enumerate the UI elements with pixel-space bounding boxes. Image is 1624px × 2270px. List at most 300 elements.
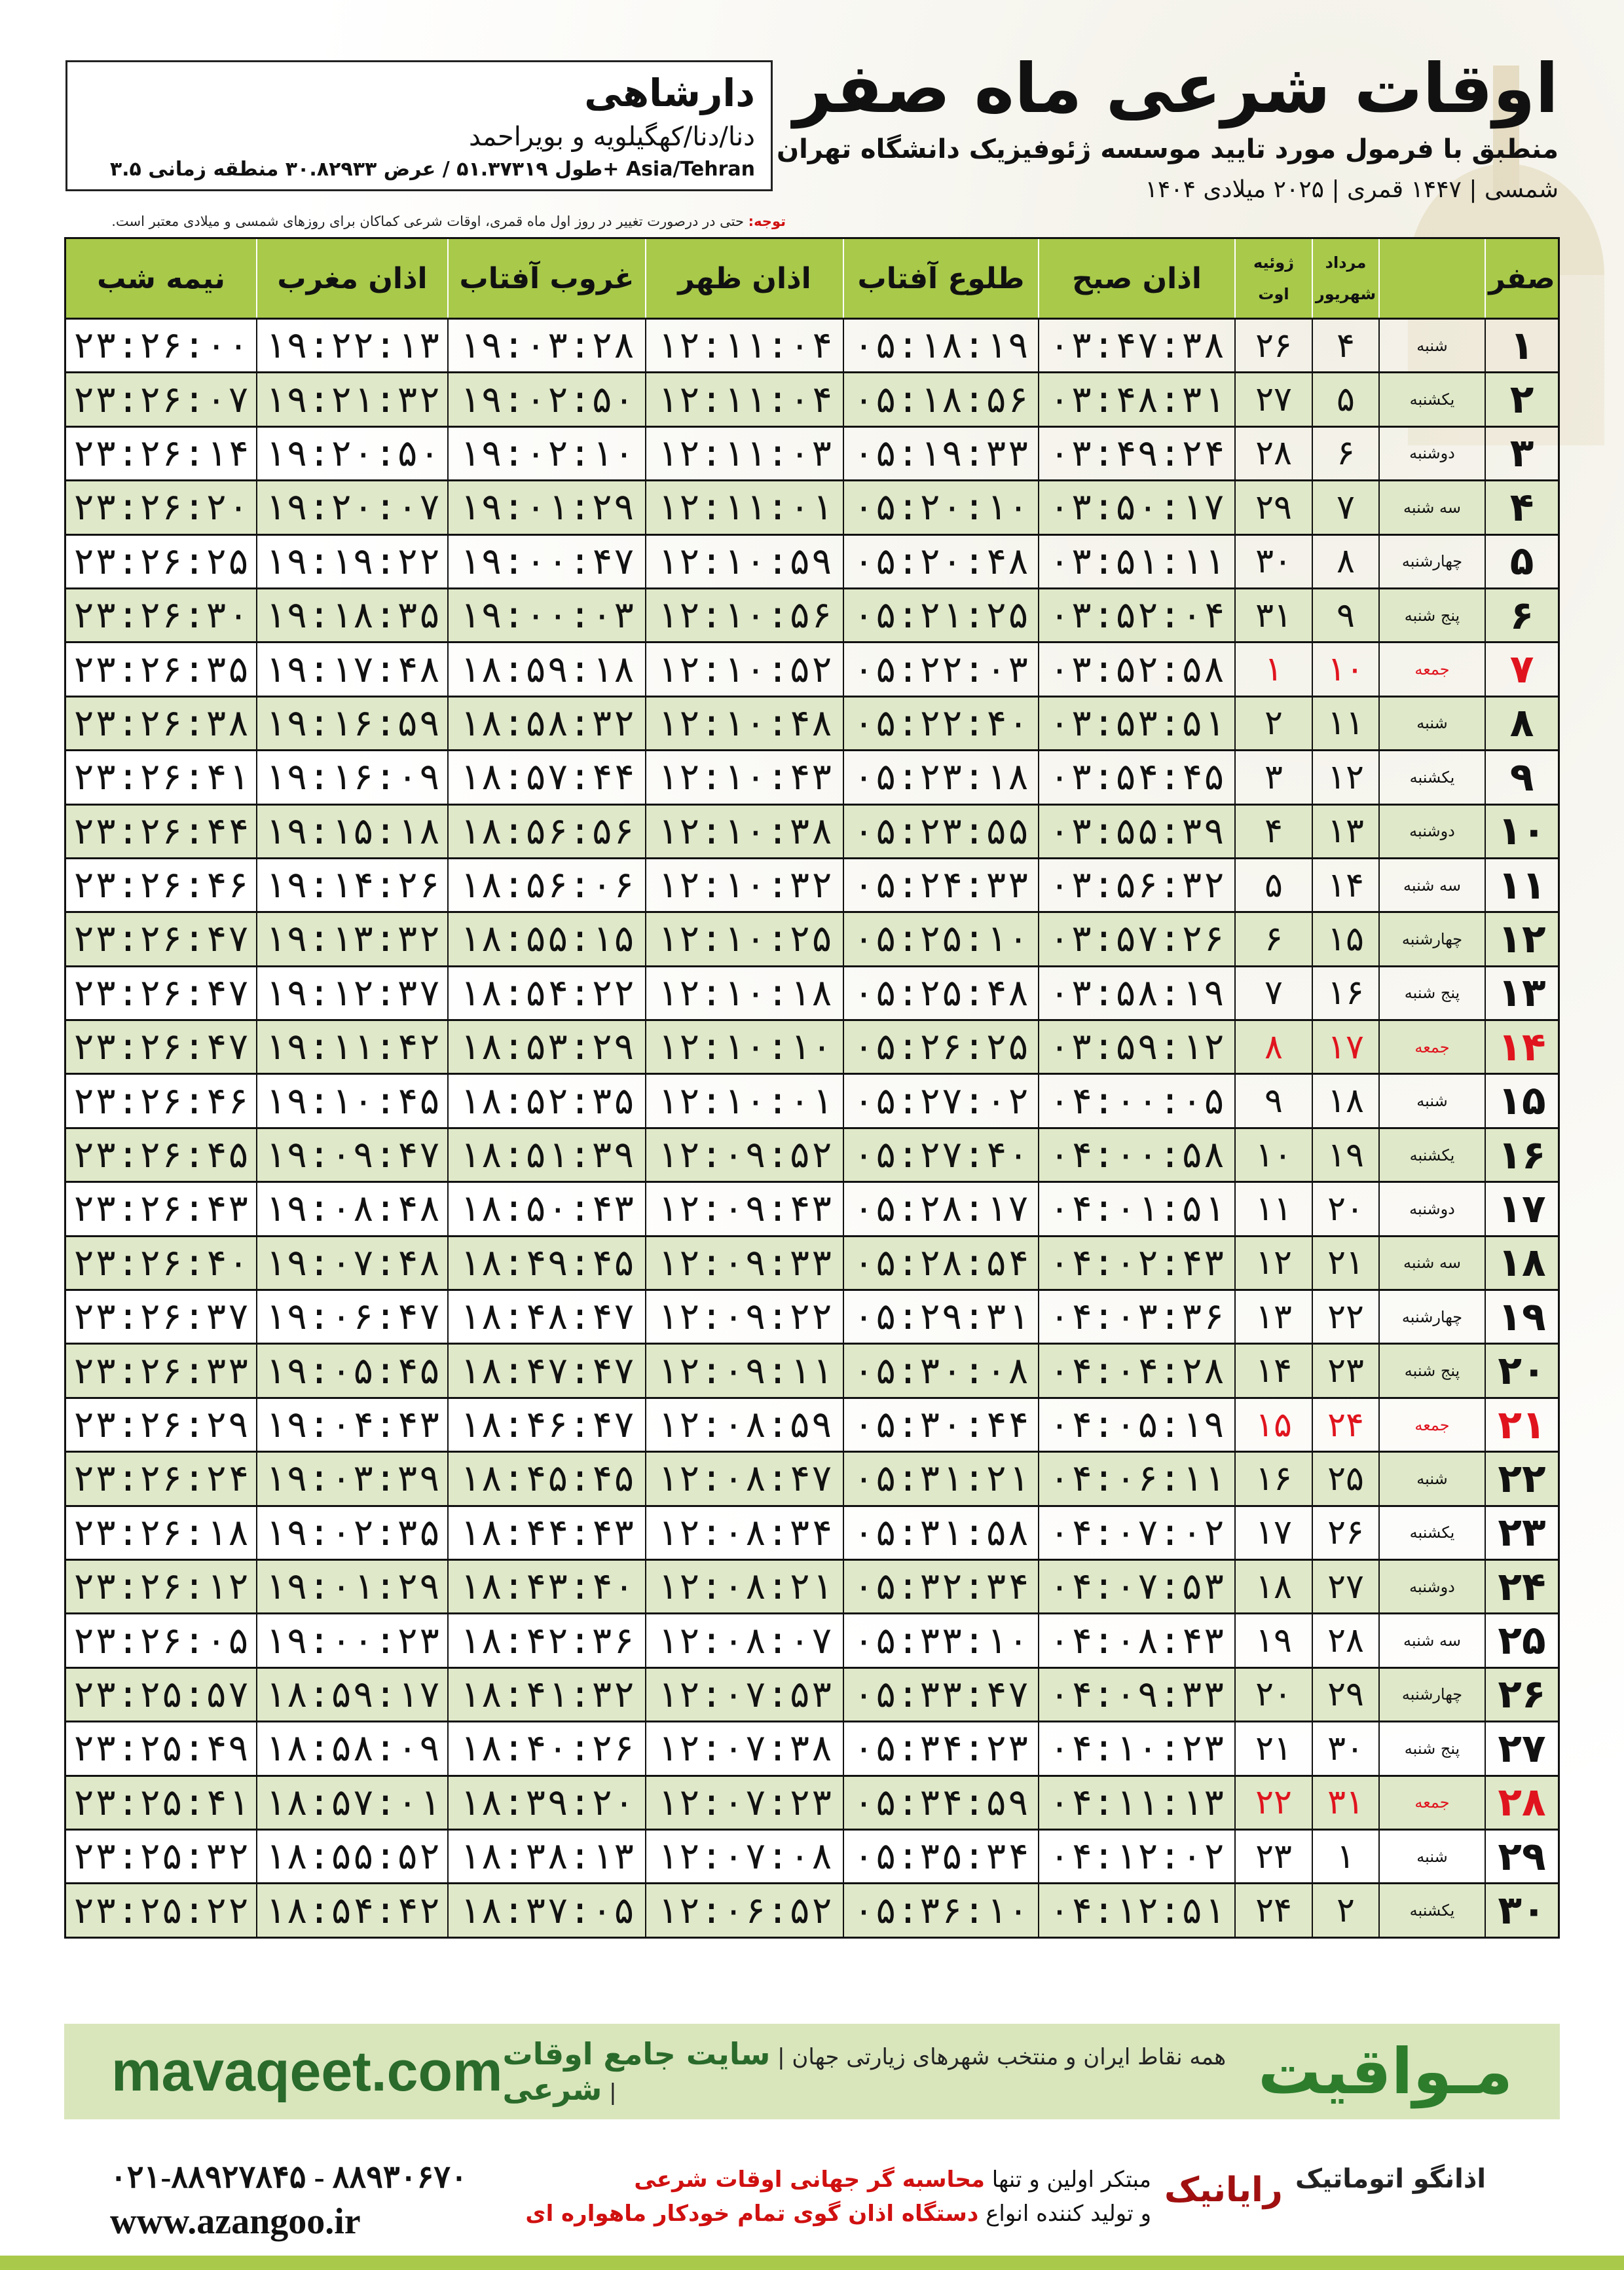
solar-day-cell: ۱۴ xyxy=(1313,859,1380,911)
lunar-day-cell: ۲۸ xyxy=(1498,1779,1546,1826)
weekday-cell: دوشنبه xyxy=(1380,1561,1486,1612)
solar-day-cell: ۴ xyxy=(1313,320,1380,371)
midnight-cell: ۲۳:۲۶:۴۱ xyxy=(66,751,257,803)
table-row xyxy=(66,1775,1558,1829)
weekday-cell: یکشنبه xyxy=(1380,1507,1486,1559)
gregorian-day-cell: ۵ xyxy=(1236,859,1313,911)
maghrib-cell: ۱۹:۰۰:۲۳ xyxy=(257,1614,449,1666)
midnight-cell: ۲۳:۲۶:۰۵ xyxy=(66,1614,257,1666)
note-text: حتی در درصورت تغییر در روز اول ماه قمری، اوقات شرعی کماکان برای روزهای شمسی و میلادی معتبر است. xyxy=(111,214,748,229)
maghrib-cell: ۱۹:۰۲:۳۵ xyxy=(257,1507,449,1559)
sunrise-cell: ۰۵:۱۸:۱۹ xyxy=(844,320,1039,371)
gregorian-day-cell: ۱۷ xyxy=(1236,1507,1313,1559)
noon-cell: ۱۲:۱۱:۰۴ xyxy=(646,320,844,371)
noon-cell: ۱۲:۱۰:۳۲ xyxy=(646,859,844,911)
header-solar-bottom: شهریور xyxy=(1315,285,1376,303)
table-row xyxy=(66,1882,1558,1936)
table-row xyxy=(66,479,1558,533)
table-row xyxy=(66,426,1558,479)
noon-cell: ۱۲:۰۷:۲۳ xyxy=(646,1777,844,1829)
maghrib-cell: ۱۹:۲۰:۵۰ xyxy=(257,428,449,479)
table-row xyxy=(66,1397,1558,1451)
sunset-cell: ۱۸:۵۴:۲۲ xyxy=(449,967,646,1019)
solar-day-cell: ۱۹ xyxy=(1313,1129,1380,1181)
midnight-cell: ۲۳:۲۶:۲۰ xyxy=(66,481,257,533)
weekday-cell: جمعه xyxy=(1380,643,1486,695)
sunset-cell: ۱۸:۳۷:۰۵ xyxy=(449,1884,646,1936)
weekday-cell: شنبه xyxy=(1380,320,1486,371)
fajr-cell: ۰۳:۵۰:۱۷ xyxy=(1039,481,1236,533)
midnight-cell: ۲۳:۲۶:۰۷ xyxy=(66,373,257,425)
banner-slogan-main: سایت جامع اوقات شرعی xyxy=(502,2036,771,2107)
header-noon: اذان ظهر xyxy=(646,239,844,318)
fajr-cell: ۰۴:۱۲:۰۲ xyxy=(1039,1831,1236,1882)
noon-cell: ۱۲:۰۹:۲۲ xyxy=(646,1291,844,1343)
fajr-cell: ۰۳:۵۲:۰۴ xyxy=(1039,589,1236,641)
weekday-cell: سه شنبه xyxy=(1380,859,1486,911)
midnight-cell: ۲۳:۲۶:۳۳ xyxy=(66,1345,257,1396)
noon-cell: ۱۲:۱۱:۰۱ xyxy=(646,481,844,533)
sunrise-cell: ۰۵:۱۸:۵۶ xyxy=(844,373,1039,425)
weekday-cell: یکشنبه xyxy=(1380,373,1486,425)
lunar-day-cell: ۷ xyxy=(1509,646,1534,693)
gregorian-day-cell: ۷ xyxy=(1236,967,1313,1019)
fajr-cell: ۰۳:۴۷:۳۸ xyxy=(1039,320,1236,371)
lunar-day-cell: ۴ xyxy=(1509,484,1534,530)
lunar-day-cell: ۶ xyxy=(1509,592,1534,639)
mavaqeet-banner xyxy=(64,2024,1560,2119)
noon-cell: ۱۲:۰۷:۳۸ xyxy=(646,1722,844,1774)
table-row xyxy=(66,749,1558,803)
weekday-cell: دوشنبه xyxy=(1380,806,1486,857)
midnight-cell: ۲۳:۲۶:۴۰ xyxy=(66,1237,257,1289)
midnight-cell: ۲۳:۲۵:۳۲ xyxy=(66,1831,257,1882)
azangoo-website[interactable]: www.azangoo.ir xyxy=(110,2201,361,2242)
maghrib-cell: ۱۹:۱۶:۵۹ xyxy=(257,698,449,749)
sunset-cell: ۱۸:۴۸:۴۷ xyxy=(449,1291,646,1343)
gregorian-day-cell: ۱۵ xyxy=(1236,1399,1313,1451)
phone-numbers: ۰۲۱-۸۸۹۲۷۸۴۵ - ۸۸۹۳۰۶۷۰ xyxy=(110,2160,468,2195)
gregorian-day-cell: ۱۰ xyxy=(1236,1129,1313,1181)
fajr-cell: ۰۴:۰۸:۴۳ xyxy=(1039,1614,1236,1666)
sunset-cell: ۱۹:۰۲:۱۰ xyxy=(449,428,646,479)
sunset-cell: ۱۸:۴۶:۴۷ xyxy=(449,1399,646,1451)
gregorian-day-cell: ۲ xyxy=(1236,698,1313,749)
fajr-cell: ۰۴:۱۱:۱۳ xyxy=(1039,1777,1236,1829)
maghrib-cell: ۱۹:۲۱:۳۲ xyxy=(257,373,449,425)
maghrib-cell: ۱۹:۰۷:۴۸ xyxy=(257,1237,449,1289)
weekday-cell: دوشنبه xyxy=(1380,428,1486,479)
fajr-cell: ۰۴:۰۳:۳۶ xyxy=(1039,1291,1236,1343)
sunrise-cell: ۰۵:۲۲:۴۰ xyxy=(844,698,1039,749)
midnight-cell: ۲۳:۲۶:۱۸ xyxy=(66,1507,257,1559)
table-row xyxy=(66,1667,1558,1721)
gregorian-day-cell: ۸ xyxy=(1236,1021,1313,1073)
sunrise-cell: ۰۵:۳۵:۳۴ xyxy=(844,1831,1039,1882)
midnight-cell: ۲۳:۲۶:۱۲ xyxy=(66,1561,257,1612)
solar-day-cell: ۲۸ xyxy=(1313,1614,1380,1666)
rayanic-logo: رایانیک xyxy=(1164,2170,1283,2210)
lunar-day-cell: ۲۹ xyxy=(1498,1833,1546,1880)
solar-day-cell: ۲۵ xyxy=(1313,1453,1380,1504)
banner-slogan: همه نقاط ایران و منتخب شهرهای زیارتی جهان | سایت جامع اوقات شرعی | xyxy=(502,2036,1227,2107)
fajr-cell: ۰۳:۵۷:۲۶ xyxy=(1039,913,1236,965)
maghrib-cell: ۱۹:۰۵:۴۵ xyxy=(257,1345,449,1396)
maghrib-cell: ۱۹:۲۲:۱۳ xyxy=(257,320,449,371)
weekday-cell: چهارشنبه xyxy=(1380,536,1486,587)
maghrib-cell: ۱۹:۰۹:۴۷ xyxy=(257,1129,449,1181)
sunset-cell: ۱۸:۵۰:۴۳ xyxy=(449,1183,646,1235)
lunar-day-cell: ۲۰ xyxy=(1498,1348,1546,1394)
noon-cell: ۱۲:۱۰:۵۶ xyxy=(646,589,844,641)
lunar-day-cell: ۱۳ xyxy=(1498,970,1546,1016)
solar-day-cell: ۱۲ xyxy=(1313,751,1380,803)
fajr-cell: ۰۴:۰۰:۰۵ xyxy=(1039,1075,1236,1126)
gregorian-day-cell: ۲۹ xyxy=(1236,481,1313,533)
lunar-day-cell: ۲۶ xyxy=(1498,1671,1546,1718)
lunar-day-cell: ۱ xyxy=(1509,322,1534,369)
mavaqeet-logo: مـواقیت xyxy=(1257,2035,1513,2108)
midnight-cell: ۲۳:۲۶:۱۴ xyxy=(66,428,257,479)
weekday-cell: سه شنبه xyxy=(1380,481,1486,533)
weekday-cell: جمعه xyxy=(1380,1021,1486,1073)
noon-cell: ۱۲:۱۰:۲۵ xyxy=(646,913,844,965)
header-gregorian-bottom: اوت xyxy=(1258,285,1289,303)
sunset-cell: ۱۸:۳۹:۲۰ xyxy=(449,1777,646,1829)
solar-day-cell: ۲۱ xyxy=(1313,1237,1380,1289)
maghrib-cell: ۱۸:۵۴:۴۲ xyxy=(257,1884,449,1936)
sunset-cell: ۱۸:۴۲:۳۶ xyxy=(449,1614,646,1666)
solar-day-cell: ۳۱ xyxy=(1313,1777,1380,1829)
sunrise-cell: ۰۵:۲۷:۰۲ xyxy=(844,1075,1039,1126)
sunrise-cell: ۰۵:۲۳:۵۵ xyxy=(844,806,1039,857)
header-midnight: نیمه شب xyxy=(66,239,257,318)
header-day: صفر xyxy=(1488,261,1555,295)
midnight-cell: ۲۳:۲۶:۳۸ xyxy=(66,698,257,749)
header-maghrib: اذان مغرب xyxy=(257,239,449,318)
noon-cell: ۱۲:۱۰:۵۲ xyxy=(646,643,844,695)
weekday-cell: شنبه xyxy=(1380,1075,1486,1126)
province-name: دنا/دنا/کهگیلویه و بویراحمد xyxy=(468,122,755,152)
weekday-cell: پنج شنبه xyxy=(1380,1345,1486,1396)
sunset-cell: ۱۸:۵۶:۵۶ xyxy=(449,806,646,857)
noon-cell: ۱۲:۱۰:۴۳ xyxy=(646,751,844,803)
table-row xyxy=(66,1721,1558,1774)
table-row xyxy=(66,641,1558,695)
maghrib-cell: ۱۹:۱۳:۳۲ xyxy=(257,913,449,965)
banner-slogan-sub: همه نقاط ایران و منتخب شهرهای زیارتی جهان xyxy=(792,2044,1227,2070)
noon-cell: ۱۲:۱۰:۰۱ xyxy=(646,1075,844,1126)
sunrise-cell: ۰۵:۲۱:۲۵ xyxy=(844,589,1039,641)
sunrise-cell: ۰۵:۲۴:۳۳ xyxy=(844,859,1039,911)
fajr-cell: ۰۳:۵۱:۱۱ xyxy=(1039,536,1236,587)
table-row xyxy=(66,1612,1558,1666)
table-row xyxy=(66,587,1558,641)
gregorian-day-cell: ۱۲ xyxy=(1236,1237,1313,1289)
gregorian-day-cell: ۱۹ xyxy=(1236,1614,1313,1666)
gregorian-day-cell: ۲۰ xyxy=(1236,1669,1313,1721)
header-weekday xyxy=(1380,239,1486,318)
midnight-cell: ۲۳:۲۶:۴۴ xyxy=(66,806,257,857)
weekday-cell: جمعه xyxy=(1380,1399,1486,1451)
table-header xyxy=(66,239,1558,318)
sunrise-cell: ۰۵:۳۳:۱۰ xyxy=(844,1614,1039,1666)
sunset-cell: ۱۹:۰۲:۵۰ xyxy=(449,373,646,425)
weekday-cell: یکشنبه xyxy=(1380,1129,1486,1181)
fajr-cell: ۰۴:۰۰:۵۸ xyxy=(1039,1129,1236,1181)
solar-day-cell: ۲۹ xyxy=(1313,1669,1380,1721)
fajr-cell: ۰۳:۵۵:۳۹ xyxy=(1039,806,1236,857)
weekday-cell: دوشنبه xyxy=(1380,1183,1486,1235)
table-row xyxy=(66,1019,1558,1073)
page-header xyxy=(773,46,1559,208)
years-line: ۱۴۰۴ شمسی | ۱۴۴۷ قمری | ۲۰۲۵ میلادی xyxy=(1145,176,1559,203)
sunrise-cell: ۰۵:۲۵:۴۸ xyxy=(844,967,1039,1019)
note-label: توجه: xyxy=(748,214,786,229)
lunar-day-cell: ۳ xyxy=(1509,430,1534,477)
sunset-cell: ۱۸:۵۱:۳۹ xyxy=(449,1129,646,1181)
header-solar-top: مرداد xyxy=(1325,253,1367,272)
noon-cell: ۱۲:۱۰:۳۸ xyxy=(646,806,844,857)
fajr-cell: ۰۳:۵۸:۱۹ xyxy=(1039,967,1236,1019)
midnight-cell: ۲۳:۲۶:۴۵ xyxy=(66,1129,257,1181)
lunar-day-cell: ۱۹ xyxy=(1498,1293,1546,1340)
lunar-day-cell: ۲۷ xyxy=(1498,1725,1546,1772)
location-box xyxy=(65,60,773,191)
fajr-cell: ۰۳:۵۶:۳۲ xyxy=(1039,859,1236,911)
noon-cell: ۱۲:۰۸:۲۱ xyxy=(646,1561,844,1612)
gregorian-day-cell: ۳۰ xyxy=(1236,536,1313,587)
weekday-cell: جمعه xyxy=(1380,1777,1486,1829)
maghrib-cell: ۱۹:۰۸:۴۸ xyxy=(257,1183,449,1235)
maghrib-cell: ۱۹:۱۵:۱۸ xyxy=(257,806,449,857)
noon-cell: ۱۲:۱۰:۱۸ xyxy=(646,967,844,1019)
city-name: دارشاهی xyxy=(584,71,755,115)
fajr-cell: ۰۴:۰۱:۵۱ xyxy=(1039,1183,1236,1235)
weekday-cell: چهارشنبه xyxy=(1380,1669,1486,1721)
sunrise-cell: ۰۵:۲۸:۵۴ xyxy=(844,1237,1039,1289)
solar-day-cell: ۶ xyxy=(1313,428,1380,479)
midnight-cell: ۲۳:۲۶:۴۷ xyxy=(66,967,257,1019)
weekday-cell: شنبه xyxy=(1380,698,1486,749)
footer-line1-a: مبتکر اولین و تنها xyxy=(984,2167,1151,2193)
solar-day-cell: ۲۴ xyxy=(1313,1399,1380,1451)
sunrise-cell: ۰۵:۲۰:۴۸ xyxy=(844,536,1039,587)
sunrise-cell: ۰۵:۲۲:۰۳ xyxy=(844,643,1039,695)
sunrise-cell: ۰۵:۲۰:۱۰ xyxy=(844,481,1039,533)
fajr-cell: ۰۴:۰۴:۲۸ xyxy=(1039,1345,1236,1396)
lunar-day-cell: ۲۱ xyxy=(1498,1402,1546,1448)
gregorian-day-cell: ۹ xyxy=(1236,1075,1313,1126)
maghrib-cell: ۱۹:۱۴:۲۶ xyxy=(257,859,449,911)
lunar-day-cell: ۵ xyxy=(1509,538,1534,585)
midnight-cell: ۲۳:۲۶:۲۴ xyxy=(66,1453,257,1504)
midnight-cell: ۲۳:۲۶:۳۰ xyxy=(66,589,257,641)
header-sunrise: طلوع آفتاب xyxy=(844,239,1039,318)
sunset-cell: ۱۸:۵۲:۳۵ xyxy=(449,1075,646,1126)
weekday-cell: یکشنبه xyxy=(1380,1884,1486,1936)
sunrise-cell: ۰۵:۲۶:۲۵ xyxy=(844,1021,1039,1073)
noon-cell: ۱۲:۰۷:۵۳ xyxy=(646,1669,844,1721)
solar-day-cell: ۱۰ xyxy=(1313,643,1380,695)
lunar-day-cell: ۹ xyxy=(1509,754,1534,800)
fajr-cell: ۰۴:۰۷:۰۲ xyxy=(1039,1507,1236,1559)
noon-cell: ۱۲:۱۱:۰۳ xyxy=(646,428,844,479)
weekday-cell: پنج شنبه xyxy=(1380,1722,1486,1774)
lunar-day-cell: ۱۷ xyxy=(1498,1185,1546,1232)
footer-line2-b: دستگاه اذان گوی تمام خودکار ماهواره ای xyxy=(525,2201,979,2227)
sunrise-cell: ۰۵:۲۵:۱۰ xyxy=(844,913,1039,965)
gregorian-day-cell: ۱۸ xyxy=(1236,1561,1313,1612)
noon-cell: ۱۲:۰۹:۵۲ xyxy=(646,1129,844,1181)
table-row xyxy=(66,1181,1558,1235)
maghrib-cell: ۱۹:۰۱:۲۹ xyxy=(257,1561,449,1612)
sunrise-cell: ۰۵:۲۹:۳۱ xyxy=(844,1291,1039,1343)
fajr-cell: ۰۴:۰۵:۱۹ xyxy=(1039,1399,1236,1451)
sunrise-cell: ۰۵:۱۹:۳۳ xyxy=(844,428,1039,479)
sunset-cell: ۱۹:۰۰:۰۳ xyxy=(449,589,646,641)
table-row xyxy=(66,804,1558,857)
sunrise-cell: ۰۵:۲۷:۴۰ xyxy=(844,1129,1039,1181)
midnight-cell: ۲۳:۲۵:۴۹ xyxy=(66,1722,257,1774)
maghrib-cell: ۱۹:۱۶:۰۹ xyxy=(257,751,449,803)
sunset-cell: ۱۸:۵۹:۱۸ xyxy=(449,643,646,695)
solar-day-cell: ۹ xyxy=(1313,589,1380,641)
solar-day-cell: ۲ xyxy=(1313,1884,1380,1936)
solar-day-cell: ۱۶ xyxy=(1313,967,1380,1019)
lunar-day-cell: ۱۱ xyxy=(1498,862,1546,908)
maghrib-cell: ۱۸:۵۵:۵۲ xyxy=(257,1831,449,1882)
fajr-cell: ۰۳:۵۴:۴۵ xyxy=(1039,751,1236,803)
sunrise-cell: ۰۵:۳۲:۳۴ xyxy=(844,1561,1039,1612)
maghrib-cell: ۱۹:۰۶:۴۷ xyxy=(257,1291,449,1343)
sunset-cell: ۱۸:۵۷:۴۴ xyxy=(449,751,646,803)
lunar-day-cell: ۱۰ xyxy=(1498,808,1546,855)
midnight-cell: ۲۳:۲۵:۴۱ xyxy=(66,1777,257,1829)
noon-cell: ۱۲:۰۸:۵۹ xyxy=(646,1399,844,1451)
sunrise-cell: ۰۵:۳۳:۴۷ xyxy=(844,1669,1039,1721)
solar-day-cell: ۱ xyxy=(1313,1831,1380,1882)
table-row xyxy=(66,371,1558,425)
maghrib-cell: ۱۹:۱۸:۳۵ xyxy=(257,589,449,641)
table-row xyxy=(66,1289,1558,1343)
fajr-cell: ۰۳:۴۸:۳۱ xyxy=(1039,373,1236,425)
noon-cell: ۱۲:۰۹:۱۱ xyxy=(646,1345,844,1396)
table-row xyxy=(66,534,1558,587)
lunar-day-cell: ۲۳ xyxy=(1498,1510,1546,1556)
lunar-day-cell: ۱۵ xyxy=(1498,1078,1546,1125)
midnight-cell: ۲۳:۲۵:۵۷ xyxy=(66,1669,257,1721)
header-fajr: اذان صبح xyxy=(1039,239,1236,318)
table-row xyxy=(66,911,1558,965)
sunset-cell: ۱۹:۰۰:۴۷ xyxy=(449,536,646,587)
footer-description xyxy=(470,2163,1151,2231)
page-title: اوقات شرعی ماه صفر xyxy=(793,48,1559,128)
sunrise-cell: ۰۵:۳۰:۰۸ xyxy=(844,1345,1039,1396)
midnight-cell: ۲۳:۲۶:۰۰ xyxy=(66,320,257,371)
solar-day-cell: ۱۷ xyxy=(1313,1021,1380,1073)
sunset-cell: ۱۸:۵۳:۲۹ xyxy=(449,1021,646,1073)
footer-line1-b: محاسبه گر جهانی اوقات شرعی xyxy=(634,2167,985,2193)
gregorian-day-cell: ۲۸ xyxy=(1236,428,1313,479)
weekday-cell: سه شنبه xyxy=(1380,1614,1486,1666)
weekday-cell: چهارشنبه xyxy=(1380,1291,1486,1343)
sunrise-cell: ۰۵:۳۴:۵۹ xyxy=(844,1777,1039,1829)
maghrib-cell: ۱۹:۱۹:۲۲ xyxy=(257,536,449,587)
sunset-cell: ۱۸:۵۵:۱۵ xyxy=(449,913,646,965)
noon-cell: ۱۲:۰۶:۵۲ xyxy=(646,1884,844,1936)
table-row xyxy=(66,1073,1558,1126)
solar-day-cell: ۵ xyxy=(1313,373,1380,425)
maghrib-cell: ۱۹:۰۴:۴۳ xyxy=(257,1399,449,1451)
midnight-cell: ۲۳:۲۶:۴۷ xyxy=(66,1021,257,1073)
noon-cell: ۱۲:۰۹:۴۳ xyxy=(646,1183,844,1235)
lunar-day-cell: ۱۴ xyxy=(1498,1024,1546,1070)
bottom-bar xyxy=(0,2256,1624,2270)
fajr-cell: ۰۳:۵۳:۵۱ xyxy=(1039,698,1236,749)
website-link[interactable]: mavaqeet.com xyxy=(111,2039,503,2103)
coordinates: طول ۵۱.۳۷۳۱۹ / عرض ۳۰.۸۲۹۳۳ منطقه زمانی ۳.۵+ Asia/Tehran xyxy=(109,158,755,181)
sunset-cell: ۱۸:۴۱:۳۲ xyxy=(449,1669,646,1721)
gregorian-day-cell: ۱۱ xyxy=(1236,1183,1313,1235)
solar-day-cell: ۱۸ xyxy=(1313,1075,1380,1126)
gregorian-day-cell: ۴ xyxy=(1236,806,1313,857)
maghrib-cell: ۱۹:۱۲:۳۷ xyxy=(257,967,449,1019)
footer xyxy=(64,2148,1560,2246)
lunar-day-cell: ۱۶ xyxy=(1498,1132,1546,1178)
lunar-day-cell: ۱۲ xyxy=(1498,916,1546,962)
midnight-cell: ۲۳:۲۵:۲۲ xyxy=(66,1884,257,1936)
lunar-day-cell: ۸ xyxy=(1509,700,1534,747)
solar-day-cell: ۱۱ xyxy=(1313,698,1380,749)
noon-cell: ۱۲:۰۸:۳۴ xyxy=(646,1507,844,1559)
gregorian-day-cell: ۶ xyxy=(1236,913,1313,965)
gregorian-day-cell: ۳۱ xyxy=(1236,589,1313,641)
solar-day-cell: ۸ xyxy=(1313,536,1380,587)
noon-cell: ۱۲:۰۹:۳۳ xyxy=(646,1237,844,1289)
sunrise-cell: ۰۵:۳۶:۱۰ xyxy=(844,1884,1039,1936)
lunar-day-cell: ۲۵ xyxy=(1498,1618,1546,1664)
gregorian-day-cell: ۲۴ xyxy=(1236,1884,1313,1936)
sunset-cell: ۱۸:۵۶:۰۶ xyxy=(449,859,646,911)
sunset-cell: ۱۸:۴۰:۲۶ xyxy=(449,1722,646,1774)
table-row xyxy=(66,1451,1558,1504)
table-row xyxy=(66,1127,1558,1181)
lunar-day-cell: ۲۲ xyxy=(1498,1455,1546,1502)
header-sunset: غروب آفتاب xyxy=(449,239,646,318)
fajr-cell: ۰۴:۱۰:۲۳ xyxy=(1039,1722,1236,1774)
gregorian-day-cell: ۲۲ xyxy=(1236,1777,1313,1829)
weekday-cell: پنج شنبه xyxy=(1380,967,1486,1019)
solar-day-cell: ۱۳ xyxy=(1313,806,1380,857)
sunset-cell: ۱۹:۰۳:۲۸ xyxy=(449,320,646,371)
fajr-cell: ۰۴:۰۶:۱۱ xyxy=(1039,1453,1236,1504)
sunrise-cell: ۰۵:۳۴:۲۳ xyxy=(844,1722,1039,1774)
noon-cell: ۱۲:۱۱:۰۴ xyxy=(646,373,844,425)
gregorian-day-cell: ۱ xyxy=(1236,643,1313,695)
noon-cell: ۱۲:۱۰:۱۰ xyxy=(646,1021,844,1073)
table-row xyxy=(66,1235,1558,1289)
maghrib-cell: ۱۹:۱۷:۴۸ xyxy=(257,643,449,695)
maghrib-cell: ۱۹:۲۰:۰۷ xyxy=(257,481,449,533)
solar-day-cell: ۲۶ xyxy=(1313,1507,1380,1559)
fajr-cell: ۰۳:۴۹:۲۴ xyxy=(1039,428,1236,479)
lunar-day-cell: ۲ xyxy=(1509,377,1534,423)
sunrise-cell: ۰۵:۳۱:۵۸ xyxy=(844,1507,1039,1559)
noon-cell: ۱۲:۰۸:۰۷ xyxy=(646,1614,844,1666)
sunset-cell: ۱۸:۴۵:۴۵ xyxy=(449,1453,646,1504)
fajr-cell: ۰۴:۱۲:۵۱ xyxy=(1039,1884,1236,1936)
